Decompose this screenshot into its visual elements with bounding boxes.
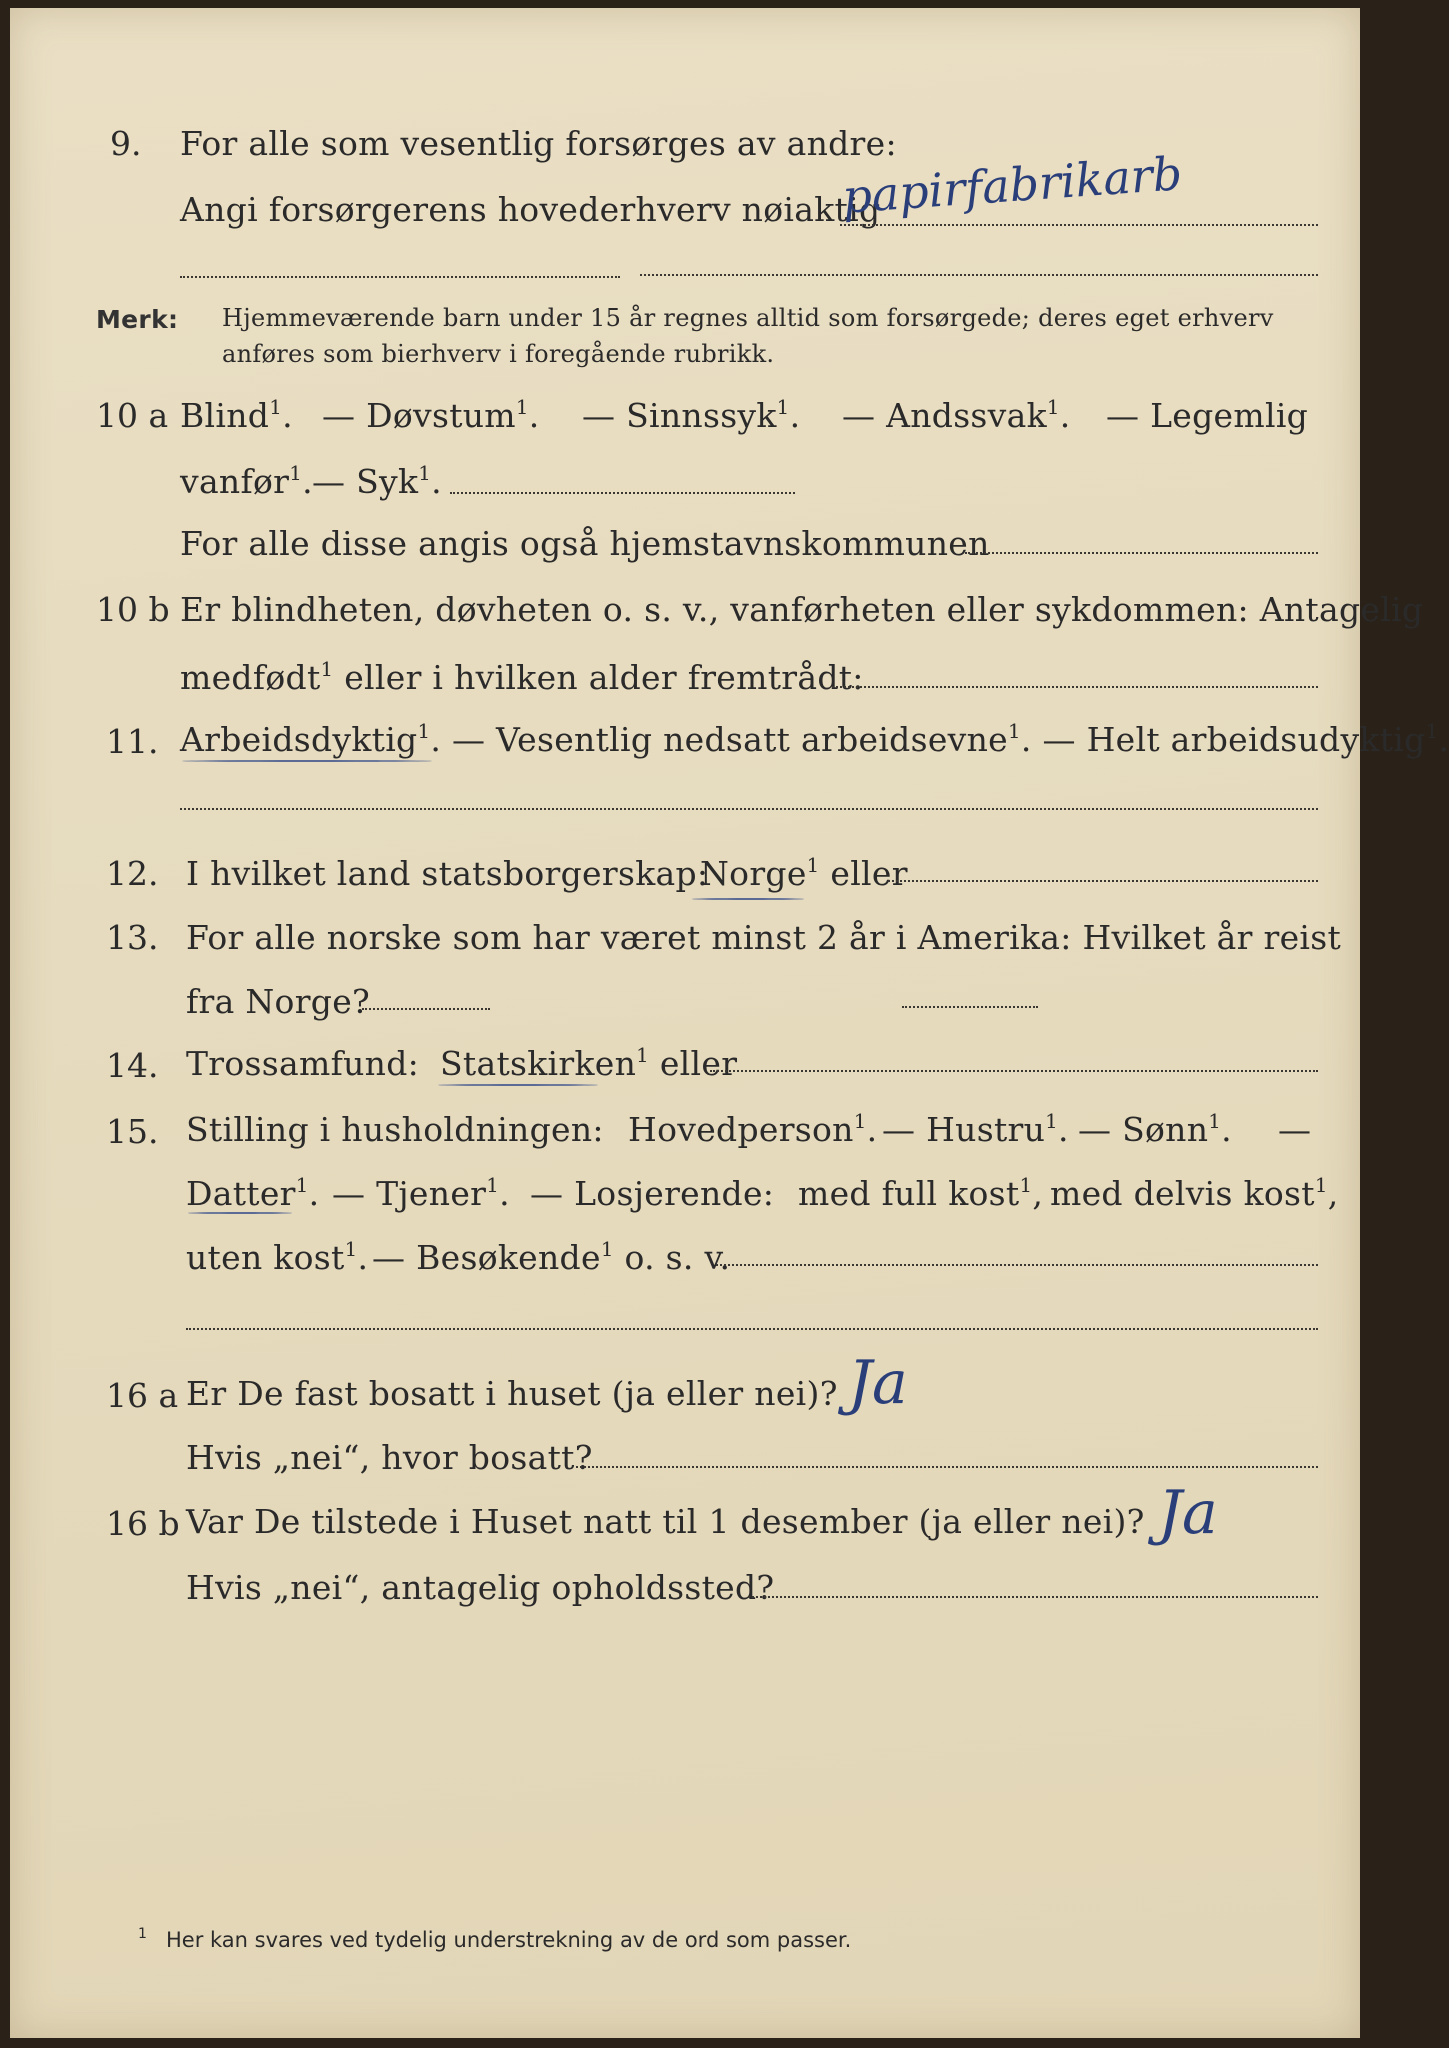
q15-sonn: — Sønn$^1$. — [1078, 1110, 1232, 1149]
q13-line1: For alle norske som har været minst 2 år i Amerika: Hvilket år reist — [186, 918, 1342, 957]
q15-besokende: — Besøkende$^1$ o. s. v. — [372, 1238, 731, 1277]
q9-continuation-line-right — [640, 274, 1318, 276]
q12-norge: Norge$^1$ eller — [700, 854, 908, 893]
q15-continuation-line — [186, 1328, 1318, 1330]
q14-statskirken-underline — [438, 1084, 598, 1086]
q10a-blind: Blind$^1$. — [180, 396, 293, 435]
merk-label: Merk: — [96, 305, 179, 334]
q16a-handwritten-answer: Ja — [848, 1348, 908, 1418]
q15-hustru: — Hustru$^1$. — [882, 1110, 1069, 1149]
q16b-line2: Hvis „nei“, antagelig opholdssted? — [186, 1568, 775, 1607]
q13-fra-norge: fra Norge? — [186, 982, 371, 1021]
item-number-16a: 16 a — [106, 1376, 179, 1415]
q15-datter: Datter$^1$. — [186, 1174, 320, 1213]
item-number-12: 12. — [106, 854, 159, 893]
q15-full-kost: med full kost$^1$, — [798, 1174, 1044, 1213]
q15-delvis-kost: med delvis kost$^1$, — [1050, 1174, 1339, 1213]
q16b-handwritten-answer: Ja — [1158, 1478, 1218, 1548]
q13-reist-answer — [362, 1008, 490, 1010]
item-number-10b: 10 b — [96, 590, 170, 629]
q15-answer-line — [716, 1264, 1318, 1266]
q15-hovedperson: Hovedperson$^1$. — [628, 1110, 878, 1149]
q16a-answer-line — [576, 1466, 1318, 1468]
q15-uten-kost: uten kost$^1$. — [186, 1238, 369, 1277]
q14-answer-line — [710, 1070, 1318, 1072]
q15-datter-underline — [188, 1212, 292, 1214]
item-number-15: 15. — [106, 1112, 159, 1151]
merk-line1: Hjemmeværende barn under 15 år regnes alltid som forsørgede; deres eget erhverv — [222, 304, 1274, 332]
q9-handwritten-answer: papirfabrikarb — [840, 146, 1184, 224]
q11-options: Arbeidsdyktig$^1$. — Vesentlig nedsatt arbeidsevne$^1$. — Helt arbeidsudyktig$^1$. — [180, 720, 1449, 759]
q11-arbeidsdyktig-underline — [182, 760, 432, 762]
q16b-answer-line — [748, 1596, 1318, 1598]
footnote-mark: 1 — [138, 1926, 147, 1942]
q12-norge-underline — [692, 898, 804, 900]
q9-line1: For alle som vesentlig forsørges av andre: — [180, 124, 897, 163]
q14-statskirken: Statskirken$^1$ eller — [440, 1044, 738, 1083]
item-number-13: 13. — [106, 918, 159, 957]
q12-text: I hvilket land statsborgerskap: — [186, 854, 709, 893]
q16b-line1: Var De tilstede i Huset natt til 1 desember (ja eller nei)? — [186, 1502, 1145, 1541]
item-number-14: 14. — [106, 1046, 159, 1085]
q13-hjemkommet-answer — [902, 1006, 1038, 1008]
q10a-dovstum: — Døvstum$^1$. — [322, 396, 540, 435]
q10b-answer-line — [832, 686, 1318, 688]
q15-dash: — — [1278, 1110, 1312, 1149]
item-number-9: 9. — [110, 124, 142, 163]
q9-answer-line — [840, 224, 1318, 226]
q12-answer-line — [888, 880, 1318, 882]
q10b-line2: medfødt$^1$ eller i hvilken alder fremtrådt: — [180, 658, 864, 697]
q10b-line1: Er blindheten, døvheten o. s. v., vanførheten eller sykdommen: Antagelig — [180, 590, 1424, 629]
q16a-line1: Er De fast bosatt i huset (ja eller nei)? — [186, 1374, 838, 1413]
q9-continuation-line-left — [180, 276, 620, 278]
merk-line2: anføres som bierhverv i foregående rubrikk. — [222, 340, 775, 368]
q9-line2: Angi forsørgerens hovederhverv nøiaktig — [180, 190, 881, 229]
item-number-11: 11. — [106, 722, 159, 761]
q10a-hjemstavn-answer — [965, 552, 1318, 554]
q11-answer-line — [180, 808, 1318, 810]
q10a-syk: — Syk$^1$. — [312, 462, 442, 501]
q15-stilling: Stilling i husholdningen: — [186, 1110, 604, 1149]
census-form-page — [10, 8, 1449, 2038]
item-number-16b: 16 b — [106, 1504, 180, 1543]
q14-text: Trossamfund: — [186, 1044, 420, 1083]
q10a-legemlig: — Legemlig — [1106, 396, 1309, 435]
q10a-andssvak: — Andssvak$^1$. — [842, 396, 1071, 435]
q15-losjerende: — Losjerende: — [530, 1174, 775, 1213]
q15-tjener: — Tjener$^1$. — [332, 1174, 510, 1213]
q10a-line3: For alle disse angis også hjemstavnskommunen — [180, 524, 990, 563]
q10a-vanfor: vanfør$^1$. — [180, 462, 313, 501]
footnote-text: Her kan svares ved tydelig understrekning av de ord som passer. — [166, 1928, 852, 1952]
q16a-line2: Hvis „nei“, hvor bosatt? — [186, 1438, 593, 1477]
item-number-10a: 10 a — [96, 396, 169, 435]
q10a-sinnssyk: — Sinnssyk$^1$. — [582, 396, 801, 435]
q10a-line1-answer — [450, 492, 795, 494]
